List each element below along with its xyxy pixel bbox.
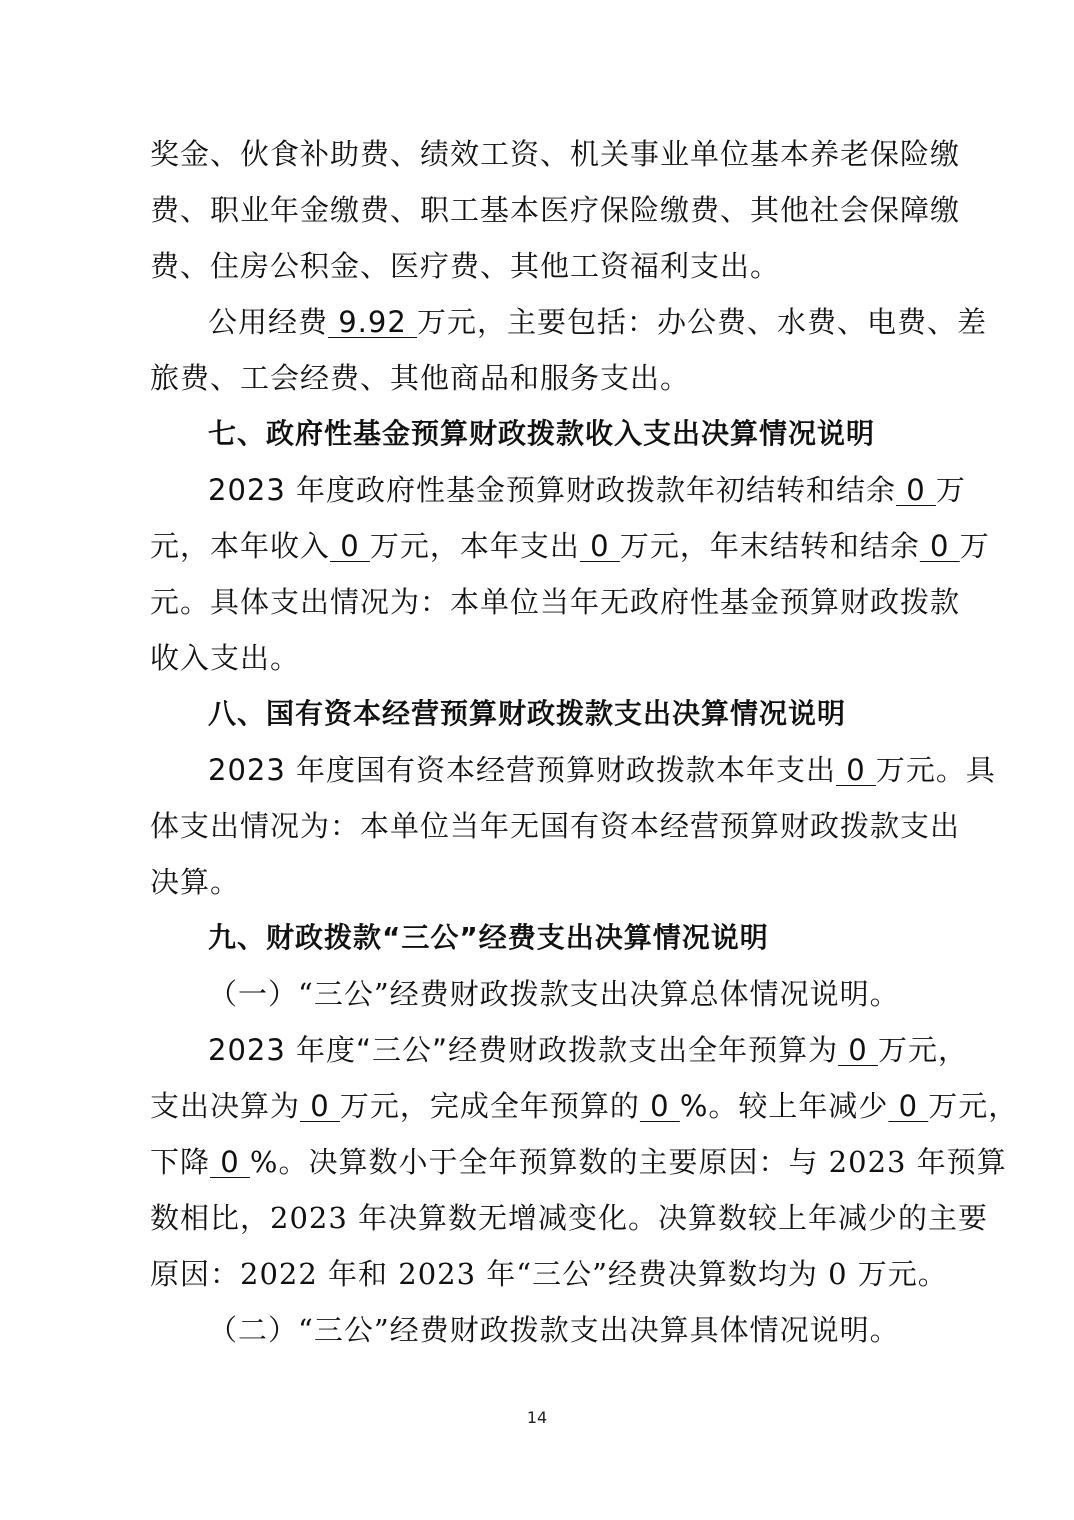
underlined-value: 0 bbox=[300, 1089, 340, 1123]
body-line: 奖金、伙食补助费、绩效工资、机关事业单位基本养老保险缴 bbox=[150, 137, 961, 171]
body-line: 支出决算为 0 万元，完成全年预算的 0 %。较上年减少 0 万元， bbox=[150, 1089, 1019, 1123]
body-line: 原因：2022 年和 2023 年“三公”经费决算数均为 0 万元。 bbox=[150, 1257, 948, 1291]
body-line: 收入支出。 bbox=[150, 641, 301, 675]
section-heading: 七、政府性基金预算财政拨款收入支出决算情况说明 bbox=[208, 417, 876, 450]
body-line: 体支出情况为：本单位当年无国有资本经营预算财政拨款支出 bbox=[150, 809, 961, 843]
body-line: 2023 年度“三公”经费财政拨款支出全年预算为 0 万元， bbox=[208, 1033, 968, 1067]
section-heading: 八、国有资本经营预算财政拨款支出决算情况说明 bbox=[208, 697, 847, 730]
body-line: 旅费、工会经费、其他商品和服务支出。 bbox=[150, 361, 691, 395]
underlined-value: 0 bbox=[330, 529, 370, 563]
underlined-value: 0 bbox=[836, 753, 876, 787]
underlined-value: 0 bbox=[579, 529, 620, 563]
body-line: 公用经费 9.92 万元，主要包括：办公费、水费、电费、差 bbox=[208, 305, 988, 339]
underlined-value: 9.92 bbox=[328, 305, 418, 339]
body-line: 2023 年度政府性基金预算财政拨款年初结转和结余 0 万 bbox=[208, 473, 966, 507]
underlined-value: 0 bbox=[210, 1145, 250, 1179]
underlined-value: 0 bbox=[639, 1089, 680, 1123]
body-line: 元，本年收入 0 万元，本年支出 0 万元，年末结转和结余 0 万 bbox=[150, 529, 990, 563]
underlined-value: 0 bbox=[838, 1033, 878, 1067]
section-heading: 九、财政拨款“三公”经费支出决算情况说明 bbox=[208, 921, 769, 954]
body-line: 费、住房公积金、医疗费、其他工资福利支出。 bbox=[150, 249, 781, 283]
body-line: 数相比，2023 年决算数无增减变化。决算数较上年减少的主要 bbox=[150, 1201, 989, 1235]
subsection-heading: （一）“三公”经费财政拨款支出决算总体情况说明。 bbox=[208, 977, 900, 1011]
body-line: 下降 0 %。决算数小于全年预算数的主要原因：与 2023 年预算 bbox=[150, 1145, 1007, 1179]
underlined-value: 0 bbox=[919, 529, 960, 563]
subsection-heading: （二）“三公”经费财政拨款支出决算具体情况说明。 bbox=[208, 1313, 900, 1347]
underlined-value: 0 bbox=[888, 1089, 929, 1123]
document-body bbox=[150, 126, 1019, 1358]
body-line: 元。具体支出情况为：本单位当年无政府性基金预算财政拨款 bbox=[150, 585, 961, 619]
body-line: 2023 年度国有资本经营预算财政拨款本年支出 0 万元。具 bbox=[208, 753, 996, 787]
page-number: 14 bbox=[526, 1408, 548, 1427]
underlined-value: 0 bbox=[896, 473, 936, 507]
body-line: 费、职业年金缴费、职工基本医疗保险缴费、其他社会保障缴 bbox=[150, 193, 961, 227]
body-line: 决算。 bbox=[150, 865, 241, 899]
